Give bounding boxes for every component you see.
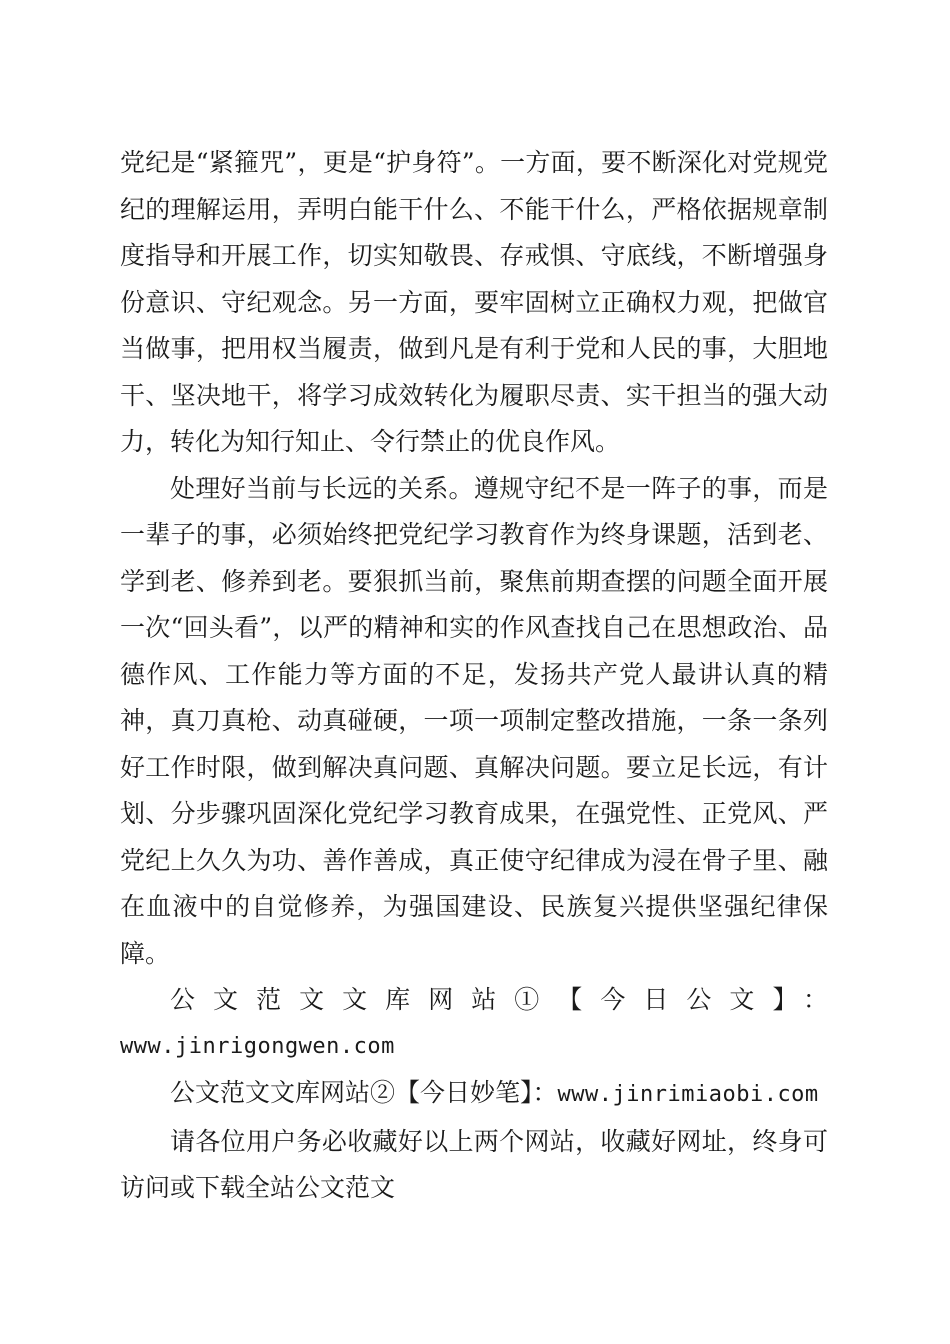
document-body [120, 140, 828, 1212]
site2-notice [120, 1070, 828, 1119]
closing-note: 请各位用户务必收藏好以上两个网站，收藏好网址，终身可访问或下载全站公文范文 [120, 1126, 828, 1202]
site1-url-link[interactable]: www.jinrigongwen.com [120, 1033, 395, 1059]
site1-notice [120, 977, 828, 1070]
site2-label: 公文范文文库网站②【今日妙笔】： [170, 1078, 558, 1107]
paragraph-current-and-long-term: 处理好当前与长远的关系。遵规守纪不是一阵子的事，而是一辈子的事，必须始终把党纪学习教育作为终身课题，活到老、学到老、修养到老。要狠抓当前，聚焦前期查摆的问题全面开展一次“回头看”，以严的精神和实的作风查找自己在思想政治、品德作风、工作能力等方面的不足，发扬共产党人最讲认真的精神，真刀真枪、动真碰硬，一项一项制定整改措施，一条一条列好工作时限，做到解决真问题、真解决问题。要立足长远，有计划、分步骤巩固深化党纪学习教育成果，在强党性、正党风、严党纪上久久为功、善作善成，真正使守纪律成为浸在骨子里、融在血液中的自觉修养，为强国建设、民族复兴提供坚强纪律保障。 [120, 473, 828, 968]
paragraph-party-discipline: 党纪是“紧箍咒”，更是“护身符”。一方面，要不断深化对党规党纪的理解运用，弄明白能干什么、不能干什么，严格依据规章制度指导和开展工作，切实知敬畏、存戒惧、守底线，不断增强身份意识、守纪观念。另一方面，要牢固树立正确权力观，把做官当做事，把用权当履责，做到凡是有利于党和人民的事，大胆地干、坚决地干，将学习成效转化为履职尽责、实干担当的强大动力，转化为知行知止、令行禁止的优良作风。 [120, 148, 828, 456]
site2-url-link[interactable]: www.jinrimiaobi.com [557, 1082, 819, 1107]
site1-label: 公文范文文库网站①【今日公文】： [170, 985, 828, 1014]
